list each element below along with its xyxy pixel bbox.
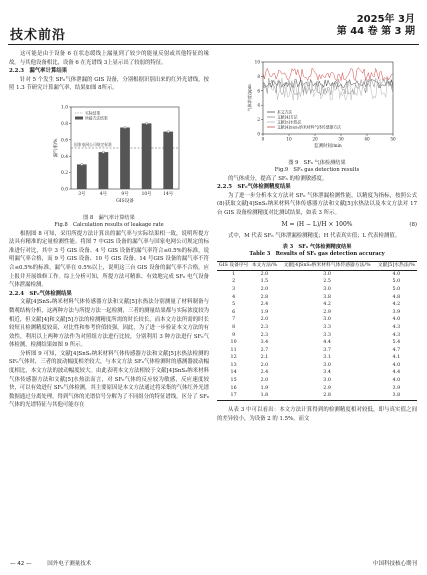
figure-9 bbox=[217, 56, 417, 158]
table-cell: 4.0 bbox=[392, 362, 401, 368]
table-cell: 4.3 bbox=[392, 332, 401, 338]
table-row bbox=[217, 385, 417, 393]
table-cell: 3.3 bbox=[323, 324, 331, 330]
intro-paragraph: 这可能是由于设备 6 在状态缓线上漏量到了较少的能量反射或其他特征的缘故。与其他设备相比，设备 6 在光谱线 3上显示出了较弱的特征。 bbox=[9, 51, 209, 66]
y-tick-label: 10 bbox=[254, 59, 260, 65]
table-cell: 3.3 bbox=[323, 332, 331, 338]
table-row bbox=[217, 286, 417, 294]
figure-9-caption-cn: 图 9 SF₆ 气体检测结果 bbox=[288, 159, 346, 166]
paragraph-bottom-right: 从表 3 中可以看出：本文方法计算得到的检测精度相对较低，即与真实值之间的差异较小，为设备 2 的 1.5%。而文 bbox=[217, 407, 417, 422]
table-header-row bbox=[217, 261, 417, 270]
table-cell: 4.0 bbox=[392, 271, 401, 277]
right-column bbox=[217, 56, 417, 423]
table-cell: 2.4 bbox=[260, 302, 269, 308]
actual-point bbox=[124, 126, 126, 128]
table-cell: 17 bbox=[217, 393, 250, 401]
section-heading-2-2-4: 2.2.4 SF₆气体检测结果 bbox=[9, 290, 72, 297]
bar bbox=[99, 152, 109, 189]
table-cell: 12 bbox=[230, 355, 237, 361]
table-cell: 5.4 bbox=[392, 340, 401, 346]
table-cell: 1.5 bbox=[260, 279, 269, 285]
y-tick-label: 6 bbox=[257, 88, 260, 94]
table-cell: 4.2 bbox=[323, 302, 331, 308]
table-cell: 2.0 bbox=[260, 362, 269, 368]
standard-line-label: 国家电网公司规定标准 bbox=[74, 141, 112, 147]
bar bbox=[163, 132, 173, 189]
bar bbox=[77, 164, 87, 189]
y-tick-label: 0.6 bbox=[61, 138, 68, 144]
table-cell: 4.2 bbox=[392, 302, 401, 308]
table-cell: 3 bbox=[232, 286, 236, 292]
table-cell: 3.7 bbox=[323, 347, 331, 353]
series-line bbox=[263, 78, 393, 100]
y-axis-label: 漏气率/% bbox=[54, 138, 59, 158]
table-cell: 2.0 bbox=[260, 378, 269, 384]
x-axis-label: 监测时间/min bbox=[314, 144, 342, 149]
figure-8-caption-en: Fig.8 Calculation results of leakage rate bbox=[54, 222, 164, 229]
legend-label: 实际结果 bbox=[85, 110, 101, 116]
section-heading-2-2-3: 2.2.3 漏气率计算结果 bbox=[9, 68, 68, 75]
table-cell: 14 bbox=[230, 370, 237, 376]
table-cell: 3.1 bbox=[323, 355, 331, 361]
table-cell: 2.8 bbox=[260, 294, 269, 300]
y-tick-label: 0 bbox=[257, 131, 260, 137]
legend-swatch-bars bbox=[75, 116, 83, 119]
x-tick-label: 30 bbox=[338, 136, 344, 142]
table-3-title-en: Table 3 Results of SF₆ gas detection accuracy bbox=[249, 251, 385, 258]
table-cell: 2.9 bbox=[323, 309, 331, 315]
table-cell: 13 bbox=[230, 362, 237, 368]
paragraph-2-2-4-b: 分析图 9 可知，文献[4]SnS₂纳米材料气体传感器方法和文献[5]水热法检测的 SF₆气体时，三者的波动幅度相差较大，与本文方法 SF₆气体检测时的感测器波动幅度相比，本文方法的波动幅度较大。由此表明本文方法相较于文献[4]SnS₂纳米材料气体传感器方法和文献[5]水热法而言，对 SF₆气体的反应较为敏感，反应速度较快，可以有效进行 SF₆气体检测，其主要原因是本文方法通过将采集的气体红外光谱数据通过分离处理，得到气体的光谱信号分解为了不同组分的特征谱线，区分了 SF₆气体的光谱特征与其他可能存在 bbox=[9, 350, 209, 409]
table-cell: 2.5 bbox=[323, 279, 331, 285]
table-cell: 2.0 bbox=[260, 317, 269, 323]
table-cell: 11 bbox=[230, 347, 237, 353]
y-tick-label: 8 bbox=[257, 73, 260, 79]
table-cell: 16 bbox=[230, 385, 237, 391]
section-title: 技术前沿 bbox=[10, 28, 67, 43]
y-tick-label: 0.8 bbox=[61, 121, 68, 127]
paragraph-2-2-5: 为了进一步分析本文方法对 SF₆ 气体泄漏检测性能，以精度为指标，按照公式(8)获取文献[4]SnS₂纳米材料气体传感器方法和文献[5]水热法以及本文方法对 17 台 GIS 设备检测精度对比测试结果，如表 3 所示。 bbox=[217, 192, 417, 216]
table-cell: 15 bbox=[230, 378, 237, 384]
table-cell: 4.7 bbox=[392, 347, 401, 353]
table-cell: 4.4 bbox=[392, 370, 401, 376]
x-tick-label: 9号 bbox=[121, 191, 129, 197]
paragraph-after-fig8: 根据图 8 可知，采用所提方法计算出的漏气率与实际结果相一致，说明所提方法具有精准的定量检测性能。将图 7 中GIS 设备的漏气率与国家电网公司规定的标准进行对比，其中 3 号 GIS 设备、4 号 GIS 设备的漏气率符合≤0.5%的标准，说明漏气率合格，而 9 号 GIS 设备、10 号 GIS 设备、14 号GIS 设备的漏气率不符合≤0.5%的标准，漏气率在 0.5%以上，说明这三台 GIS 设备的漏气率不合格，应上报并开展维修工作。综上分析可知，所提方法可精准、有效地完成 SF₆ 电气设备气体泄漏检测。 bbox=[9, 230, 209, 289]
table-cell: 6 bbox=[232, 309, 236, 315]
formula-8 bbox=[217, 221, 417, 230]
table-row bbox=[217, 294, 417, 302]
y-tick-label: 2 bbox=[257, 117, 260, 123]
x-tick-label: 40 bbox=[364, 136, 370, 142]
table-cell: 5.0 bbox=[392, 279, 401, 285]
gas-detection-line-chart bbox=[217, 56, 417, 154]
table-cell: 1 bbox=[232, 271, 236, 277]
table-header-cell: 文献[5]水热法/% bbox=[376, 261, 417, 270]
left-column bbox=[9, 50, 209, 410]
legend-label: 文献[4]方法 bbox=[277, 114, 298, 120]
year-month: 2025年 3月 bbox=[356, 14, 415, 25]
x-tick-label: 14号 bbox=[163, 191, 174, 197]
table-row bbox=[217, 355, 417, 363]
section-heading-2-2-5: 2.2.5 SF₆气体检测精度结果 bbox=[217, 184, 291, 191]
figure-8 bbox=[9, 97, 209, 213]
table-cell: 4.4 bbox=[323, 340, 331, 346]
table-3 bbox=[217, 261, 417, 402]
table-cell: 5.0 bbox=[392, 286, 401, 292]
journal-name: 国外电子测量技术 bbox=[47, 561, 92, 567]
page-number: — 42 — bbox=[10, 561, 32, 567]
paragraph-2-2-4-a: 文献[4]SnS₂纳米材料气体传感器方法和文献[5]水热法分别测量了材料制备与微观结构分析，这两种方法与所提方法一起检测，三者的测量结果都与实际浓度较为相近，但文献[4]和文献[5]方法的检测精度所需的时长较长，而本文方法所需的时长较短且检测精度较高，对比性和参考价值较强，因此，为了进一步验证本文方法的有效性，利用以上两种方法作为对照组方法进行比较，分别利用 3 种方法进行 SF₆气体检测，检测结果如图 9 所示。 bbox=[9, 299, 209, 349]
table-cell: 1.9 bbox=[260, 385, 269, 391]
table-cell: 4.8 bbox=[392, 294, 401, 300]
x-axis-label: GIS设备 bbox=[116, 198, 134, 204]
table-cell: 4 bbox=[232, 294, 236, 300]
actual-point bbox=[167, 130, 169, 132]
table-3-title-cn: 表 3 SF₆ 气体检测精度结果 bbox=[282, 243, 352, 250]
table-cell: 2.3 bbox=[260, 332, 269, 338]
table-cell: 2 bbox=[232, 279, 236, 285]
leakage-rate-bar-chart bbox=[9, 97, 209, 209]
table-cell: 4.3 bbox=[392, 324, 401, 330]
table-cell: 3.4 bbox=[323, 370, 331, 376]
y-tick-label: 1.0 bbox=[61, 105, 68, 111]
table-cell: 2.7 bbox=[260, 347, 269, 353]
table-cell: 1.8 bbox=[250, 393, 278, 401]
formula-note: 式中，M 代表 SF₆ 气体泄漏检测精度；H 代表真实值；L 代表检测值。 bbox=[228, 233, 401, 240]
table-cell: 3.0 bbox=[323, 271, 331, 277]
table-cell: 2.0 bbox=[260, 286, 269, 292]
table-row bbox=[217, 370, 417, 378]
table-row bbox=[217, 347, 417, 355]
issue-info bbox=[337, 14, 415, 38]
table-cell: 3.0 bbox=[323, 378, 331, 384]
x-tick-label: 20 bbox=[312, 136, 318, 142]
table-row bbox=[217, 332, 417, 340]
header-rule bbox=[8, 44, 419, 45]
paragraph-top-right: 的气体成分，提高了 SF₆ 的检测敏感度。 bbox=[228, 175, 328, 182]
table-cell: 3.0 bbox=[323, 317, 331, 323]
table-cell: 3.8 bbox=[376, 393, 417, 401]
table-row bbox=[217, 279, 417, 287]
paragraph-2-2-3: 针对 5 个发生 SF₆气体泄漏的 GIS 设备，分别根据识别出来的红外光谱线，按照 1.3 节研究计算漏气率，结果如图 8所示。 bbox=[9, 76, 209, 92]
table-cell: 2.8 bbox=[279, 393, 376, 401]
page-footer bbox=[10, 559, 417, 567]
formula-number: (8) bbox=[409, 221, 417, 228]
formula-text: M = (H − L)/H × 100% bbox=[281, 220, 353, 228]
figure-9-caption-en: Fig.9 SF₆ gas detection results bbox=[274, 167, 360, 174]
y-tick-label: 0.0 bbox=[61, 187, 68, 193]
table-cell: 2.4 bbox=[260, 370, 269, 376]
series-line bbox=[263, 68, 393, 81]
table-cell: 3.9 bbox=[392, 385, 401, 391]
table-row bbox=[217, 324, 417, 332]
table-header-cell: 本文方法/% bbox=[250, 261, 278, 270]
table-cell: 8 bbox=[232, 324, 236, 330]
table-cell: 10 bbox=[230, 340, 237, 346]
table-cell: 1.9 bbox=[260, 309, 269, 315]
figure-8-caption-cn: 图 8 漏气率计算结果 bbox=[83, 214, 135, 221]
bar bbox=[142, 123, 152, 189]
x-tick-label: 3号 bbox=[78, 191, 86, 197]
x-tick-label: 10号 bbox=[141, 191, 152, 197]
x-tick-label: 4号 bbox=[99, 191, 107, 197]
table-header-cell: GIS 设备序号 bbox=[217, 261, 250, 270]
table-cell: 7 bbox=[232, 317, 236, 323]
x-tick-label: 50 bbox=[390, 136, 396, 142]
legend-label: 所提方法结果 bbox=[85, 115, 108, 121]
table-row bbox=[217, 309, 417, 317]
table-row bbox=[217, 340, 417, 348]
table-row bbox=[217, 271, 417, 279]
table-cell: 3.8 bbox=[323, 294, 331, 300]
x-tick-label: 10 bbox=[286, 136, 292, 142]
legend-label: 本文方法 bbox=[277, 109, 293, 115]
table-cell: 3.0 bbox=[323, 286, 331, 292]
bar bbox=[120, 127, 130, 189]
actual-point bbox=[102, 151, 104, 153]
table-row bbox=[217, 362, 417, 370]
volume-number: 第 44 卷 第 3 期 bbox=[336, 26, 415, 37]
legend-label: 文献[4]SnS₂纳米材料气体传感器方法 bbox=[277, 124, 341, 130]
table-cell: 5 bbox=[232, 302, 236, 308]
y-tick-label: 4 bbox=[257, 102, 260, 108]
table-cell: 3.4 bbox=[260, 340, 269, 346]
table-cell: 4.1 bbox=[392, 355, 401, 361]
table-cell: 2.1 bbox=[260, 355, 269, 361]
y-tick-label: 0.4 bbox=[61, 154, 68, 160]
table-row bbox=[217, 393, 417, 401]
table-header-cell: 文献[4]SnS₂纳米材料气体传感器方法/% bbox=[279, 261, 376, 270]
table-row bbox=[217, 377, 417, 385]
table-cell: 3.9 bbox=[392, 309, 401, 315]
actual-point bbox=[81, 163, 83, 165]
table-cell: 4.0 bbox=[392, 378, 401, 384]
y-axis-label: 气体浓度/ppm bbox=[247, 84, 252, 112]
table-cell: 2.3 bbox=[260, 324, 269, 330]
y-tick-label: 0.2 bbox=[61, 171, 68, 177]
table-row bbox=[217, 302, 417, 310]
actual-point bbox=[146, 122, 148, 124]
publisher-label: 中国科技核心期刊 bbox=[372, 561, 417, 567]
legend-label: 文献[5]水热法 bbox=[277, 119, 302, 125]
table-row bbox=[217, 317, 417, 325]
x-tick-label: 0 bbox=[261, 136, 265, 142]
table-cell: 2.9 bbox=[323, 385, 331, 391]
table-cell: 3.0 bbox=[323, 362, 331, 368]
table-cell: 2.0 bbox=[260, 271, 269, 277]
table-cell: 9 bbox=[232, 332, 236, 338]
table-cell: 4.0 bbox=[392, 317, 401, 323]
